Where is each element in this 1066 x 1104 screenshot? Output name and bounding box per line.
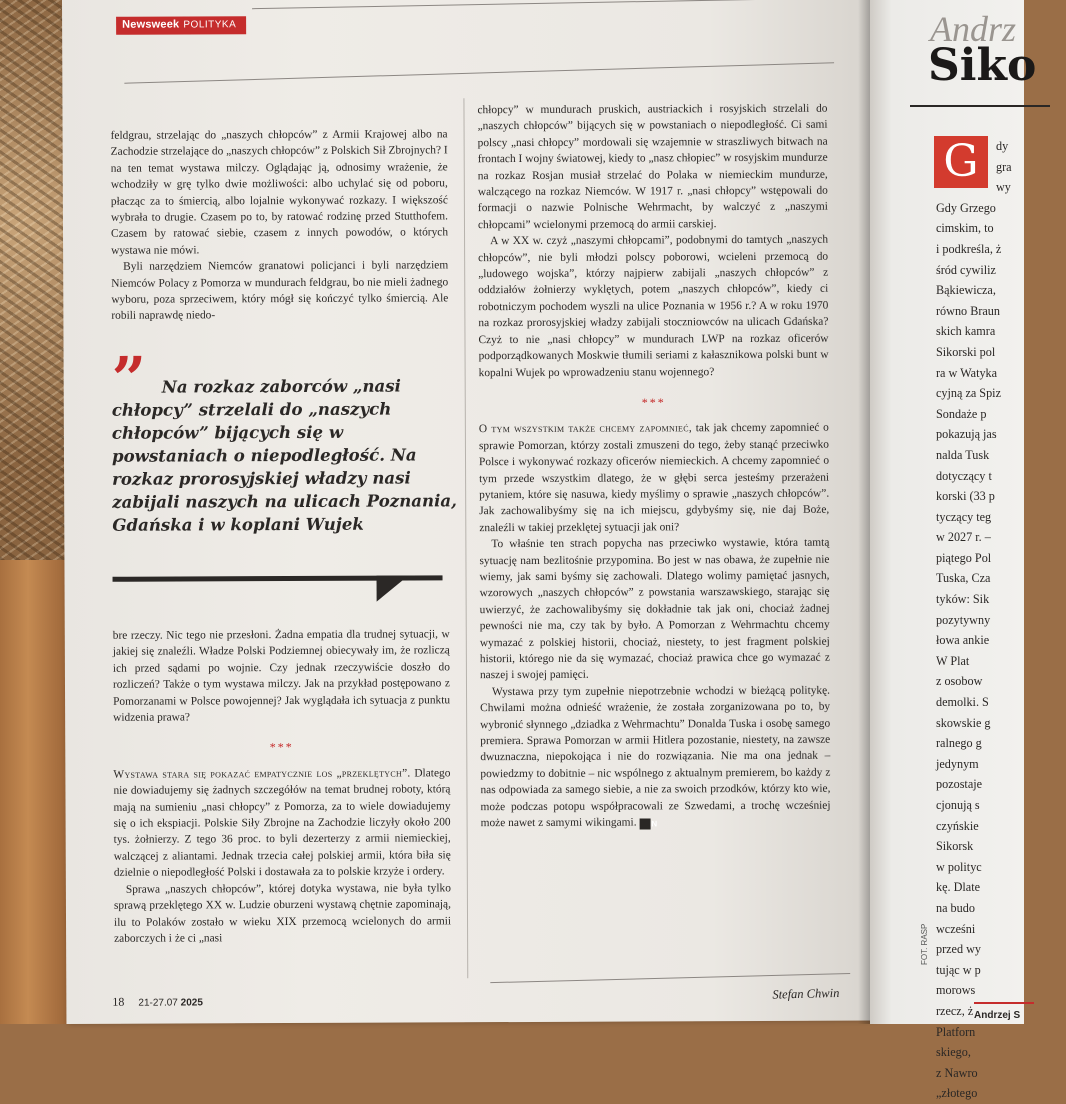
folio [112, 994, 203, 1009]
text-line: pozostaje [936, 774, 1066, 795]
paragraph: chłopcy” w mundurach pruskich, austriackich i rosyjskich strzelali do „naszych chłopców” bijących się w powstaniach o niepodległość. Ci sami polscy „nasi chłopcy” mordowali się wzajemnie w straszliwych bitwach na frontach I wojny światowej, kiedy to „nasz chłopiec” w rosyjskim mundurze na rozkaz Rosjan musiał strzelać do Polaka w niemieckim mundurze, walczącego na rozkaz Niemców. W 1917 r. „nasi chłopcy” wstępowali do formacji o nazwie Polnische Wehrmacht, by walczyć z „naszymi chłopcami” wcielonymi przemocą do armii carskiej. [477, 101, 828, 234]
paragraph: feldgrau, strzelając do „naszych chłopców” z Armii Krajowej albo na Zachodzie strzelające do „naszych chłopców” z Polskich Sił Zbrojnych? I na ten temat wystawa milczy. Oglądając ją, odnosimy wrażenie, że wchodziły w grę tylko dwie możliwości: albo uchylać się od poboru, płacząc za to śmiercią, albo lojalnie wykonywać rozkazy. I większość wybrała to drugie. Czasem po to, by ratować rodzinę przed Stutthofem. Czasem by ratować siebie, czasem z innych powodów, o których wystawa nie mówi. [111, 126, 449, 259]
text-line: korski (33 p [936, 486, 1066, 507]
text-line: tyczący teg [936, 507, 1066, 528]
text-line: z osobow [936, 671, 1066, 692]
pull-quote-text: Na rozkaz zaborców „nasi chłopcy” strzelali do „naszych chłopców” bijących się w powstaniach o niepodległość. Na rozkaz prorosyjskiej władzy nasi zabijali naszych na ulicach Poznania, Gdańska i w koplani Wujek [112, 376, 457, 535]
text-line: w 2027 r. – [936, 527, 1066, 548]
brand-name: Newsweek [122, 18, 179, 30]
issue-year: 2025 [181, 997, 203, 1008]
section-separator: *** [479, 394, 829, 412]
wicker-background [0, 0, 70, 560]
next-article-text [936, 136, 1066, 1104]
right-column [477, 101, 831, 979]
text-line: przed wy [936, 939, 1066, 960]
text-line: piątego Pol [936, 548, 1066, 569]
text-line: cjonują s [936, 795, 1066, 816]
next-article-title: Siko [928, 40, 1036, 91]
text-line: cyjną za Spiz [936, 383, 1066, 404]
text-line: czyńskie [936, 816, 1066, 837]
signature-rule [974, 1002, 1034, 1004]
paragraph: To właśnie ten strach popycha nas przeciwko wystawie, która tamtą sytuację nam bezlitośnie przypomina. Bo jest w nas obawa, że zupełnie nie wiemy, jak sami byśmy się zachowali. Dlatego wolimy pamiętać jasnych, wzorowych „naszych chłopców” z powstania warszawskiego, starając się uwierzyć, że zachowalibyśmy się dokładnie tak jak oni, chociaż żadnej pewności nie ma, czy tak by było. A Pomorzan z Wehrmachtu chcemy wymazać z polskiej historii, chociaż, niestety, to jest fragment polskiej historii, którego nie da się wymazać, chociaż prawica chce go wymazać z naszej i swojej pamięci. [479, 535, 830, 684]
left-column-bottom [113, 626, 452, 977]
lead-in: Wystawa stara się pokazać empatycznie los „przeklętych”. [113, 767, 410, 780]
text-line: Bąkiewicza, [936, 280, 1066, 301]
pull-quote [112, 374, 458, 537]
paragraph [480, 682, 831, 831]
paragraph: bre rzeczy. Nic tego nie przesłoni. Żadna empatia dla trudnej sytuacji, w jakiej się znaleźli. Władze Polski Podziemnej obiecywały im, że rozliczą ich przed sądami po wojnie. Czy jednak rzeczywiście doszło do rozliczeń? Także o tym wystawa milczy. Jak na przykład postępowano z Pomorzanami w Polsce powojennej? Jak wyglądała ich sytuacja z punktu widzenia prawa? [113, 626, 450, 726]
text-line: i podkreśla, ż [936, 239, 1066, 260]
paragraph: A w XX w. czyż „naszymi chłopcami”, podobnymi do tamtych „naszych chłopców”, nie byli młodzi polscy poborowi, wcieleni przemocą do „ludowego wojska”, którzy najpierw zabijali „naszych chłopców” z oddziałów żołnierzy wyklętych, potem „naszych chłopców”, kiedy ci robotniczym pochodem wyszli na ulice Poznania w 1956 r.? A w roku 1970 na rozkaz prorosyjskiej władzy zabijali stoczniowców na ulicach Gdańska? Czyż to nie „nasi chłopcy” w mundurach LWP na rozkaz oficerów podporządkowanych Moskwie tłumili seriami z kałasznikowa polski bunt w kopalni Wujek po wprowadzeniu stanu wojennego? [478, 232, 829, 381]
quote-mark-icon: ” [112, 350, 147, 410]
text-line: pokazują jas [936, 424, 1066, 445]
lead-in: O tym wszystkim także chcemy zapomnieć, [479, 423, 692, 436]
page-number: 18 [112, 995, 124, 1009]
text-line: Sikorski pol [936, 342, 1066, 363]
text-line: nalda Tusk [936, 445, 1066, 466]
text-line: z Nawro [936, 1063, 1066, 1084]
paragraph-text: Wystawa przy tym zupełnie niepotrzebnie wchodzi w bieżącą politykę. Chwilami można odnieść wrażenie, że została zorganizowana po to, by wybronić słynnego „dziadka z Wehrmachtu” Donalda Tuska i osobę samego premiera. Sprawa Pomorzan w armii Hitlera pozostanie, niestety, na zawsze dwuznaczna, niepokojąca i nie do rozwiązania. Nie ma ona jednak – powiedzmy to dobitnie – nic wspólnego z aktualnym premierem, bo każdy z nas odpowiada za samego siebie, a nie za swoich przodków, którzy kto wie, może podczas potopu współpracowali ze Szwedami, a trochę wcześniej może nawet z samymi wikingami. [480, 684, 830, 829]
top-rule [252, 0, 832, 9]
title-rule [910, 105, 1050, 107]
paragraph-text: Dlatego nie dowiadujemy się żadnych szczegółów na temat brudnej roboty, którą mają na sumieniu „nasi chłopcy” z Pomorza, za to wiele dowiadujemy się o ich ekspiacji. Polskie Siły Zbrojne na Zachodzie liczyły około 200 tys. żołnierzy. Z tego 36 proc. to byli dezerterzy z armii niemieckiej, walczącej z aliantami. Jednak trzecia całej polskiej armii, która biła się dzielnie o niepodległość Polski i dostawała za to polskie krzyże i ordery. [113, 767, 450, 879]
text-line: równo Braun [936, 301, 1066, 322]
text-line: cimskim, to [936, 218, 1066, 239]
text-line: tyków: Sik [936, 589, 1066, 610]
text-line: rzecz, ż [936, 1001, 1066, 1022]
magazine-page-left [62, 0, 874, 1024]
text-line: skowskie g [936, 713, 1066, 734]
text-line: kę. Dlate [936, 877, 1066, 898]
text-line: śród cywiliz [936, 260, 1066, 281]
text-line: ralnego g [936, 733, 1066, 754]
paragraph [113, 765, 450, 881]
pull-quote-tick [377, 575, 409, 601]
paragraph [479, 420, 829, 536]
text-line: wcześni [936, 919, 1066, 940]
text-line: „złotego [936, 1083, 1066, 1104]
header-rule [124, 62, 834, 83]
text-line: tując w p [936, 960, 1066, 981]
text-line: Tuska, Cza [936, 568, 1066, 589]
text-line: dotyczący t [936, 466, 1066, 487]
next-article-kicker: Andrz [930, 8, 1016, 50]
author-name: Stefan Chwin [772, 986, 839, 1003]
next-article-signature: Andrzej S [974, 1010, 1020, 1021]
wooden-table-background [0, 560, 70, 1024]
text-line: na budo [936, 898, 1066, 919]
drop-cap: G [934, 136, 988, 188]
paragraph-text: tak jak chcemy zapomnieć o sprawie Pomorzan, którzy zostali zmuszeni do tego, żeby stanąć przeciwko Polsce i wykonywać rozkazy oficerów niemieckich. A chcemy zapomnieć o tym przede wszystkim dlatego, że w głębi serca jesteśmy przerażeni pytaniem, które się nasuwa, kiedy myślimy o sprawie „naszych chłopców”. Jak zachowalibyśmy się na ich miejscu, gdybyśmy się, nie daj Boże, znaleźli w takiej przeklętej sytuacji jak oni? [479, 422, 829, 534]
text-line: gra [936, 157, 1066, 178]
text-line: W Plat [936, 651, 1066, 672]
text-line: jedynym [936, 754, 1066, 775]
text-line: ra w Watyka [936, 363, 1066, 384]
text-line: skich kamra [936, 321, 1066, 342]
text-line: Platforn [936, 1022, 1066, 1043]
text-line: Sondaże p [936, 404, 1066, 425]
text-line: Gdy Grzego [936, 198, 1066, 219]
end-mark-icon: N [639, 819, 650, 830]
paragraph: Sprawa „naszych chłopców”, której dotyka wystawa, nie była tylko sprawą przeklętego XX w. Ludzie oburzeni wystawą chętnie zapominają, ilu to Polaków zostało w wieku XIX przemocą wcielonych do armii zaborczych i że ci „nasi [114, 880, 451, 947]
text-line: dy [936, 136, 1066, 157]
issue-date: 21-27.07 [138, 998, 178, 1009]
section-separator: *** [113, 739, 450, 757]
paragraph: Byli narzędziem Niemców granatowi policjanci i byli narzędziem Niemców Polacy z Pomorza w mundurach feldgrau, bo nie mieli żadnego wyboru, poza sprzeciwem, który mógł się kończyć tylko śmiercią. Ale robili naprawdę niedo- [111, 258, 448, 325]
left-column-top [111, 126, 449, 317]
text-line: morows [936, 980, 1066, 1001]
magazine-page-right [870, 0, 1024, 1024]
text-line: wy [936, 177, 1066, 198]
photo-credit: FOT. RASP [920, 924, 929, 965]
text-line: łowa ankie [936, 630, 1066, 651]
column-divider [463, 98, 468, 978]
text-line: demolki. S [936, 692, 1066, 713]
text-line: skiego, [936, 1042, 1066, 1063]
section-badge [116, 16, 246, 35]
text-line: Sikorsk [936, 836, 1066, 857]
text-line: w polityc [936, 857, 1066, 878]
text-line: pozytywny [936, 610, 1066, 631]
section-name: POLITYKA [183, 19, 236, 30]
